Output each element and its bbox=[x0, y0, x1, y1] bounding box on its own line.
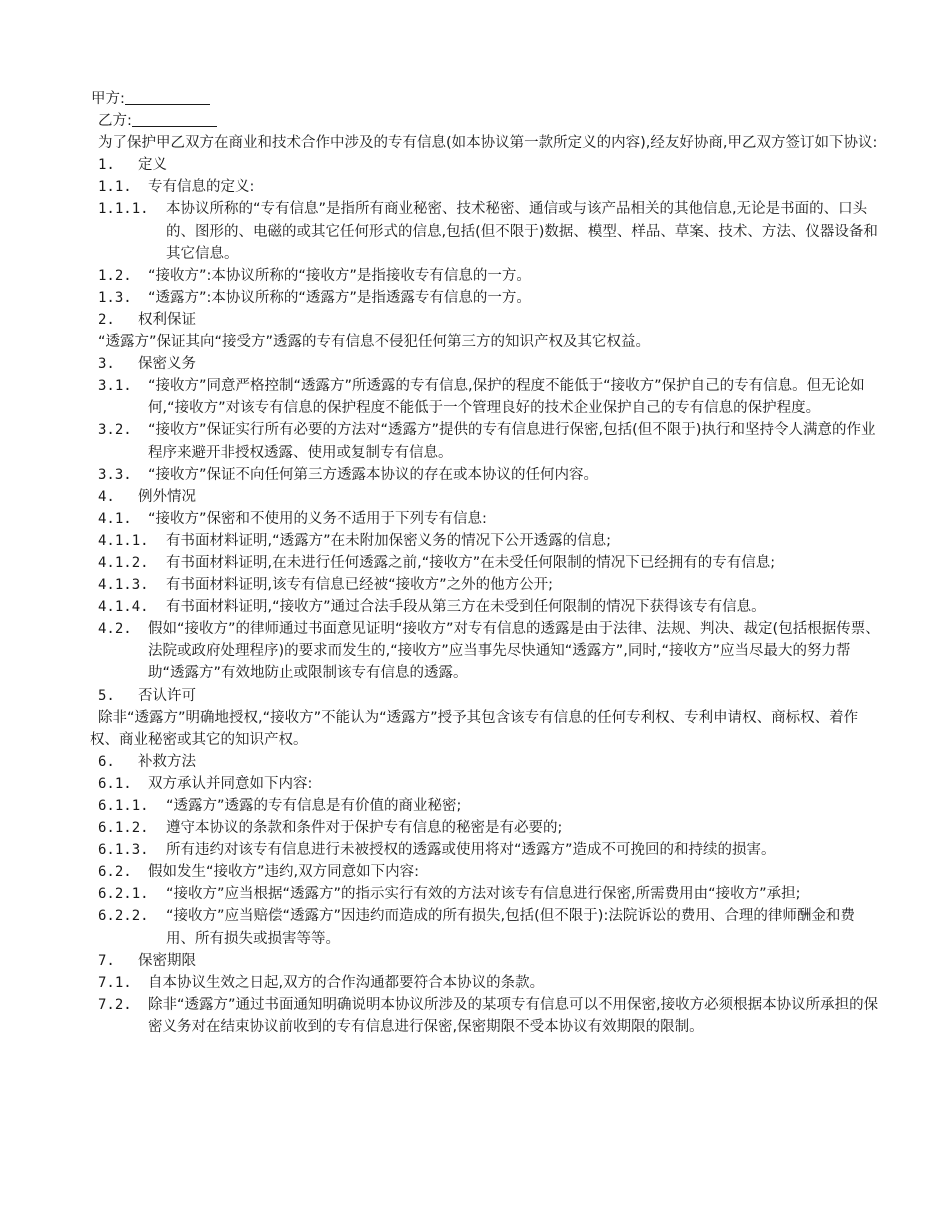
section-title: 保密义务 bbox=[138, 356, 196, 373]
section-heading bbox=[90, 950, 880, 972]
clause-item bbox=[90, 618, 880, 684]
clause-number: 1.1.1. bbox=[98, 201, 149, 218]
clause-item bbox=[90, 795, 880, 817]
clause-text: 专有信息的定义: bbox=[148, 179, 255, 196]
clause-item bbox=[90, 552, 880, 574]
clause-item bbox=[90, 596, 880, 618]
clause-number: 4.1.4. bbox=[98, 599, 149, 616]
section-heading bbox=[90, 486, 880, 508]
clause-number: 6.1. bbox=[98, 775, 132, 792]
clause-item bbox=[90, 464, 880, 486]
clause-text: 有书面材料证明,该专有信息已经被“接收方”之外的他方公开; bbox=[166, 577, 554, 594]
clause-text: “接收方”:本协议所称的“接收方”是指接收专有信息的一方。 bbox=[148, 267, 531, 284]
clause-text: 自本协议生效之日起,双方的合作沟通都要符合本协议的条款。 bbox=[148, 974, 545, 991]
section-heading bbox=[90, 685, 880, 707]
section-title: 权利保证 bbox=[138, 311, 196, 328]
party-a-label: 甲方: bbox=[91, 91, 125, 107]
section-title: 保密期限 bbox=[138, 952, 196, 969]
section-title: 定义 bbox=[138, 157, 167, 174]
clause-number: 6.2.1. bbox=[98, 886, 149, 903]
clause-item bbox=[90, 574, 880, 596]
section-heading bbox=[90, 353, 880, 375]
clause-text: “接收方”保密和不使用的义务不适用于下列专有信息: bbox=[148, 510, 487, 527]
section-title: 例外情况 bbox=[138, 488, 196, 505]
clause-number: 3.3. bbox=[98, 466, 132, 483]
clause-number: 1.2. bbox=[98, 267, 132, 284]
clause-number: 5. bbox=[98, 687, 115, 704]
clause-number: 7.1. bbox=[98, 974, 132, 991]
clause-text: 遵守本协议的条款和条件对于保护专有信息的秘密是有必要的; bbox=[166, 820, 563, 837]
clause-number: 4.1.2. bbox=[98, 554, 149, 571]
clause-item bbox=[90, 905, 880, 949]
clause-text: 有书面材料证明,“接收方”通过合法手段从第三方在未受到任何限制的情况下获得该专有信息。 bbox=[166, 599, 766, 616]
clause-text: 假如发生“接收方”违约,双方同意如下内容: bbox=[148, 864, 420, 881]
clause-text: “接收方”应当赔偿“透露方”因违约而造成的所有损失,包括(但不限于):法院诉讼的费用、合理的律师酬金和费用、所有损失或损害等等。 bbox=[166, 908, 855, 947]
clause-text: “接收方”保证不向任何第三方透露本协议的存在或本协议的任何内容。 bbox=[148, 466, 599, 483]
clause-number: 3.2. bbox=[98, 422, 132, 439]
clause-number: 3. bbox=[98, 356, 115, 373]
clause-text: 假如“接收方”的律师通过书面意见证明“接收方”对专有信息的透露是由于法律、法规、判决、裁定(包括根据传票、法院或政府处理程序)的要求而发生的,“接收方”应当事先尽快通知“透露方”,同时,“接收方”应当尽最大的努力帮助“透露方”有效地防止或限制该专有信息的透露。 bbox=[148, 621, 880, 682]
section-paragraph: 除非“透露方”明确地授权,“接收方”不能认为“透露方”授予其包含该专有信息的任何专利权、专利申请权、商标权、着作权、商业秘密或其它的知识产权。 bbox=[90, 709, 859, 748]
clause-item bbox=[90, 883, 880, 905]
clause-item bbox=[90, 530, 880, 552]
clause-number: 3.1. bbox=[98, 378, 132, 395]
clause-text: 有书面材料证明,“透露方”在未附加保密义务的情况下公开透露的信息; bbox=[166, 532, 612, 549]
clause-number: 1. bbox=[98, 157, 115, 174]
clause-item bbox=[90, 287, 880, 309]
clause-text: “透露方”:本协议所称的“透露方”是指透露专有信息的一方。 bbox=[148, 289, 531, 306]
clause-number: 6.1.2. bbox=[98, 820, 149, 837]
clause-item bbox=[90, 265, 880, 287]
clause-number: 6.2. bbox=[98, 864, 132, 881]
section-heading bbox=[90, 751, 880, 773]
clause-item bbox=[90, 773, 880, 795]
clause-number: 6.2.2. bbox=[98, 908, 149, 925]
section-paragraph: “透露方”保证其向“接受方”透露的专有信息不侵犯任何第三方的知识产权及其它权益。 bbox=[98, 334, 651, 351]
clause-item bbox=[90, 972, 880, 994]
section-heading bbox=[90, 309, 880, 331]
clause-text: “接收方”应当根据“透露方”的指示实行有效的方法对该专有信息进行保密,所需费用由“接收方”承担; bbox=[166, 886, 801, 903]
clause-item bbox=[90, 994, 880, 1038]
section-title: 补救方法 bbox=[138, 753, 196, 770]
clause-text: 所有违约对该专有信息进行未被授权的透露或使用将对“透露方”造成不可挽回的和持续的损害。 bbox=[166, 842, 776, 859]
agreement-body bbox=[90, 88, 880, 1038]
clause-text: “接收方”保证实行所有必要的方法对“透露方”提供的专有信息进行保密,包括(但不限于)执行和坚持令人满意的作业程序来避开非授权透露、使用或复制专有信息。 bbox=[148, 422, 876, 461]
clause-number: 4.1.3. bbox=[98, 577, 149, 594]
clause-text: “透露方”透露的专有信息是有价值的商业秘密; bbox=[166, 798, 462, 814]
clause-text: 有书面材料证明,在未进行任何透露之前,“接收方”在未受任何限制的情况下已经拥有的专有信息; bbox=[166, 554, 776, 571]
clause-number: 6. bbox=[98, 753, 115, 770]
clause-item bbox=[90, 375, 880, 419]
sections-list bbox=[90, 154, 880, 1038]
party-a-line bbox=[90, 88, 880, 110]
clause-number: 4.1. bbox=[98, 510, 132, 527]
clause-number: 1.1. bbox=[98, 179, 132, 196]
clause-item bbox=[90, 198, 880, 264]
party-b-line bbox=[90, 110, 880, 132]
clause-item bbox=[90, 176, 880, 198]
clause-text: 双方承认并同意如下内容: bbox=[148, 775, 313, 792]
clause-text: 除非“透露方”通过书面通知明确说明本协议所涉及的某项专有信息可以不用保密,接收方必须根据本协议所承担的保密义务对在结束协议前收到的专有信息进行保密,保密期限不受本协议有效期限的限制。 bbox=[148, 996, 879, 1035]
section-title: 否认许可 bbox=[138, 687, 196, 704]
clause-number: 7.2. bbox=[98, 996, 132, 1013]
intro-paragraph: 为了保护甲乙双方在商业和技术合作中涉及的专有信息(如本协议第一款所定义的内容),经友好协商,甲乙双方签订如下协议: bbox=[98, 135, 878, 152]
clause-number: 7. bbox=[98, 952, 115, 969]
clause-item bbox=[90, 861, 880, 883]
party-b-label: 乙方: bbox=[98, 113, 132, 130]
clause-item bbox=[90, 419, 880, 463]
clause-number: 4.1.1. bbox=[98, 532, 149, 549]
clause-number: 1.3. bbox=[98, 289, 132, 306]
clause-number: 4.2. bbox=[98, 621, 132, 638]
clause-text: “接收方”同意严格控制“透露方”所透露的专有信息,保护的程度不能低于“接收方”保护自己的专有信息。但无论如何,“接收方”对该专有信息的保护程度不能低于一个管理良好的技术企业保护自己的专有信息的保护程度。 bbox=[148, 378, 865, 417]
clause-item bbox=[90, 839, 880, 861]
clause-number: 4. bbox=[98, 488, 115, 505]
party-b-blank bbox=[132, 112, 217, 127]
section-heading bbox=[90, 154, 880, 176]
clause-number: 6.1.3. bbox=[98, 842, 149, 859]
clause-item bbox=[90, 508, 880, 530]
clause-number: 2. bbox=[98, 311, 115, 328]
clause-number: 6.1.1. bbox=[98, 798, 149, 814]
clause-item bbox=[90, 817, 880, 839]
clause-text: 本协议所称的“专有信息”是指所有商业秘密、技术秘密、通信或与该产品相关的其他信息,无论是书面的、口头的、图形的、电磁的或其它任何形式的信息,包括(但不限于)数据、模型、样品、草案、技术、方法、仪器设备和其它信息。 bbox=[166, 201, 878, 262]
party-a-blank bbox=[125, 90, 210, 105]
